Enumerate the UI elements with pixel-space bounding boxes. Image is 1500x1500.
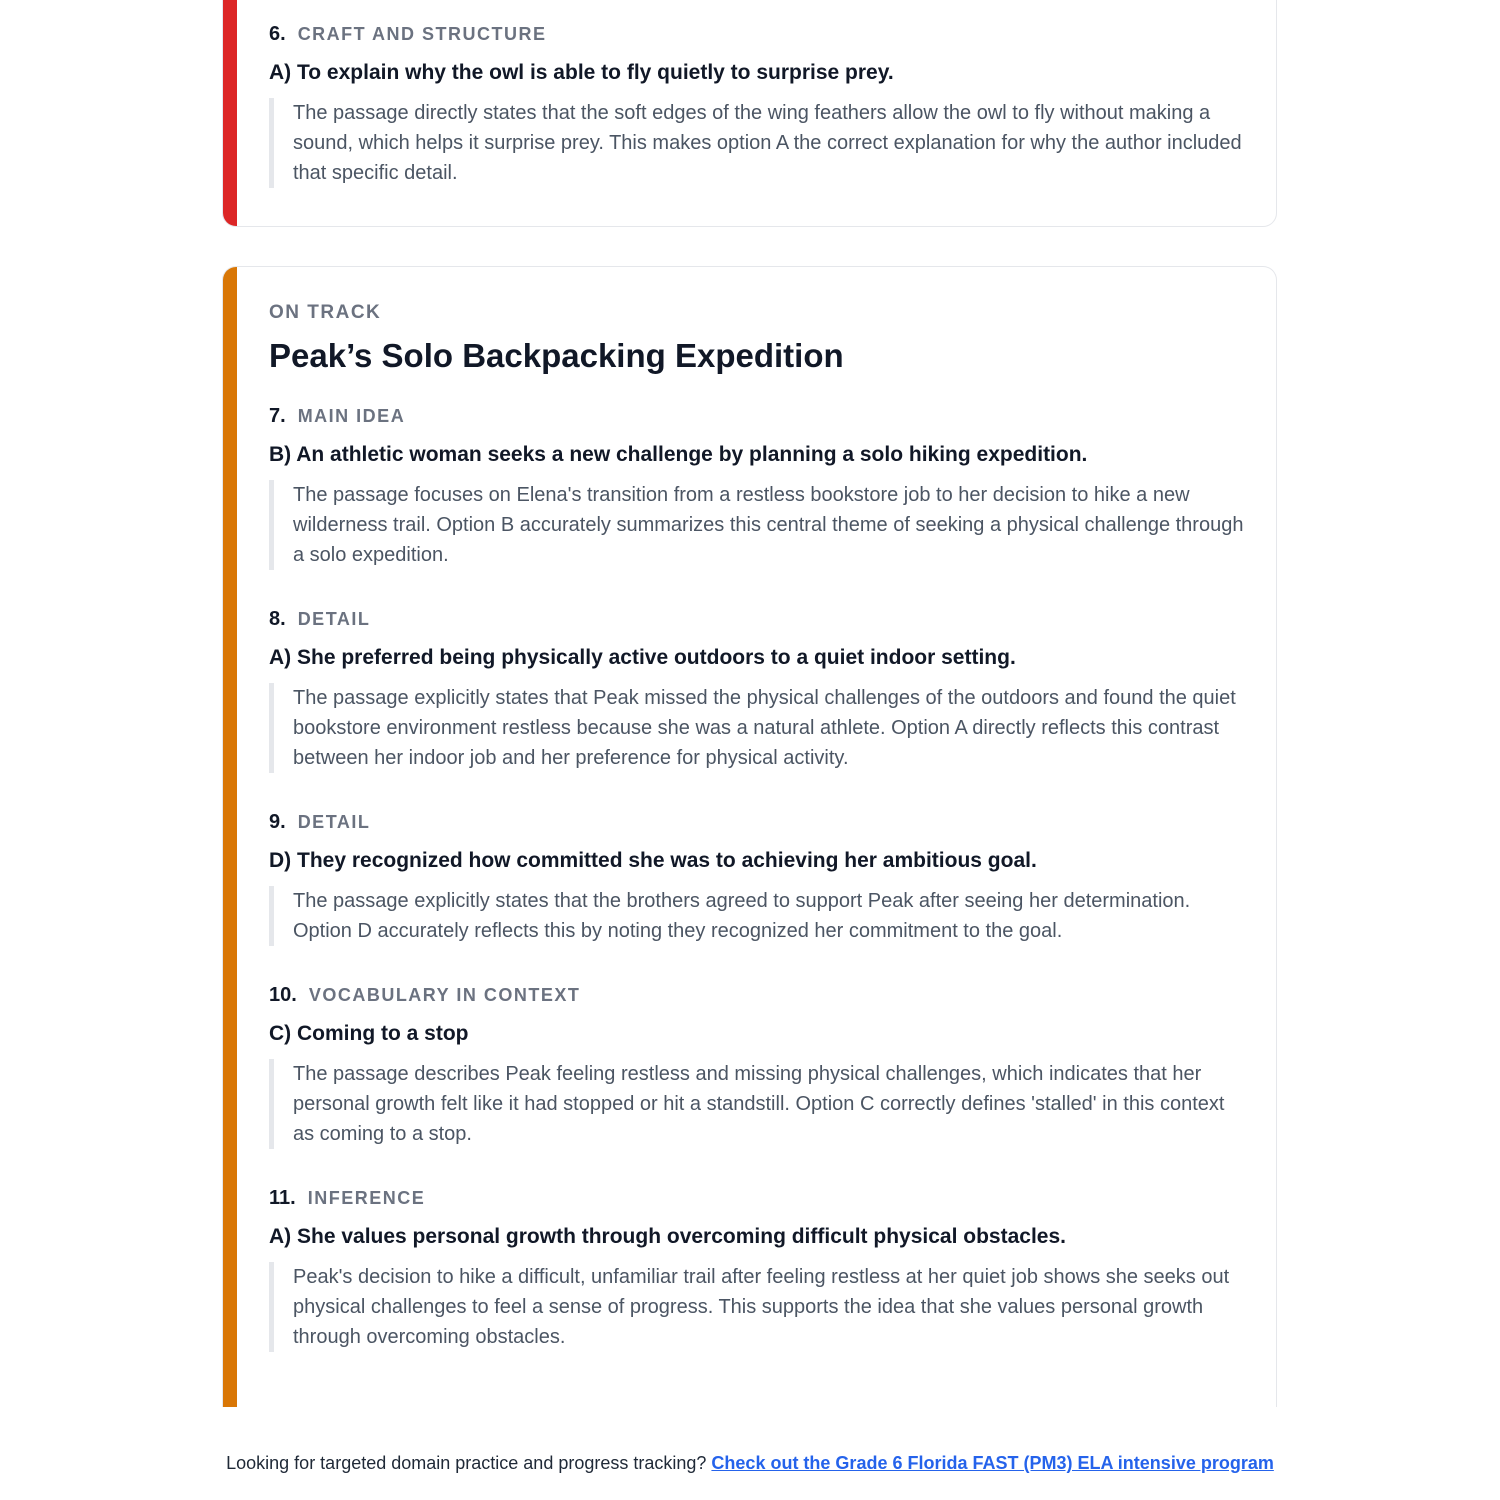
answer-explanation: Peak's decision to hike a difficult, unfamiliar trail after feeling restless at her quiet job shows she seeks out physical challenges to feel a sense of progress. This supports the idea that she values personal growth through overcoming obstacles. [269,1262,1246,1352]
question-item [269,606,1246,773]
answer-explanation: The passage focuses on Elena's transition from a restless bookstore job to her decision to hike a new wilderness trail. Option B accurately summarizes this central theme of seeking a physical challenge through a solo expedition. [269,480,1246,570]
correct-answer: A) She preferred being physically active outdoors to a quiet indoor setting. [269,646,1016,669]
question-category: DETAIL [297,609,371,629]
question-category: CRAFT AND STRUCTURE [297,24,547,44]
question-header [269,809,1246,835]
question-category: VOCABULARY IN CONTEXT [308,985,581,1005]
question-number: 8. [269,608,286,630]
question-header [269,403,1246,429]
answer-card-peak [222,266,1277,1407]
answer-explanation: The passage describes Peak feeling restless and missing physical challenges, which indicates that her personal growth felt like it had stopped or hit a standstill. Option C correctly defines 'stalled' in this context as coming to a stop. [269,1059,1246,1149]
answer-card-owl [222,0,1277,227]
passage-title: Peak’s Solo Backpacking Expedition [269,337,844,374]
question-category: INFERENCE [307,1188,426,1208]
question-item [269,1185,1246,1352]
question-item [269,21,1246,188]
question-header [269,1185,1246,1211]
question-header [269,606,1246,632]
question-item [269,809,1246,946]
question-header [269,982,1246,1008]
correct-answer: D) They recognized how committed she was to achieving her ambitious goal. [269,849,1037,872]
answer-explanation: The passage explicitly states that the brothers agreed to support Peak after seeing her determination. Option D accurately reflects this by noting they recognized her commitment to the goal. [269,886,1246,946]
question-category: MAIN IDEA [297,406,406,426]
correct-answer: B) An athletic woman seeks a new challenge by planning a solo hiking expedition. [269,443,1088,466]
answer-explanation: The passage directly states that the soft edges of the wing feathers allow the owl to fly without making a sound, which helps it surprise prey. This makes option A the correct explanation for why the author included that specific detail. [269,98,1246,188]
footer-text: Looking for targeted domain practice and progress tracking? [226,1453,707,1473]
status-label: ON TRACK [269,302,382,323]
status-accent-bar [223,0,237,226]
question-number: 10. [269,984,297,1006]
status-accent-bar [223,267,237,1407]
correct-answer: A) She values personal growth through overcoming difficult physical obstacles. [269,1225,1066,1248]
footer-promo [0,1450,1500,1476]
question-number: 6. [269,23,286,45]
question-number: 11. [269,1187,296,1209]
question-number: 9. [269,811,286,833]
answer-explanation: The passage explicitly states that Peak missed the physical challenges of the outdoors and found the quiet bookstore environment restless because she was a natural athlete. Option A directly reflects this contrast between her indoor job and her preference for physical activity. [269,683,1246,773]
question-category: DETAIL [297,812,371,832]
question-item [269,982,1246,1149]
question-header [269,21,1246,47]
question-number: 7. [269,405,286,427]
correct-answer: C) Coming to a stop [269,1022,469,1045]
program-link[interactable]: Check out the Grade 6 Florida FAST (PM3) ELA intensive program [711,1453,1274,1473]
question-item [269,403,1246,570]
correct-answer: A) To explain why the owl is able to fly quietly to surprise prey. [269,61,894,84]
